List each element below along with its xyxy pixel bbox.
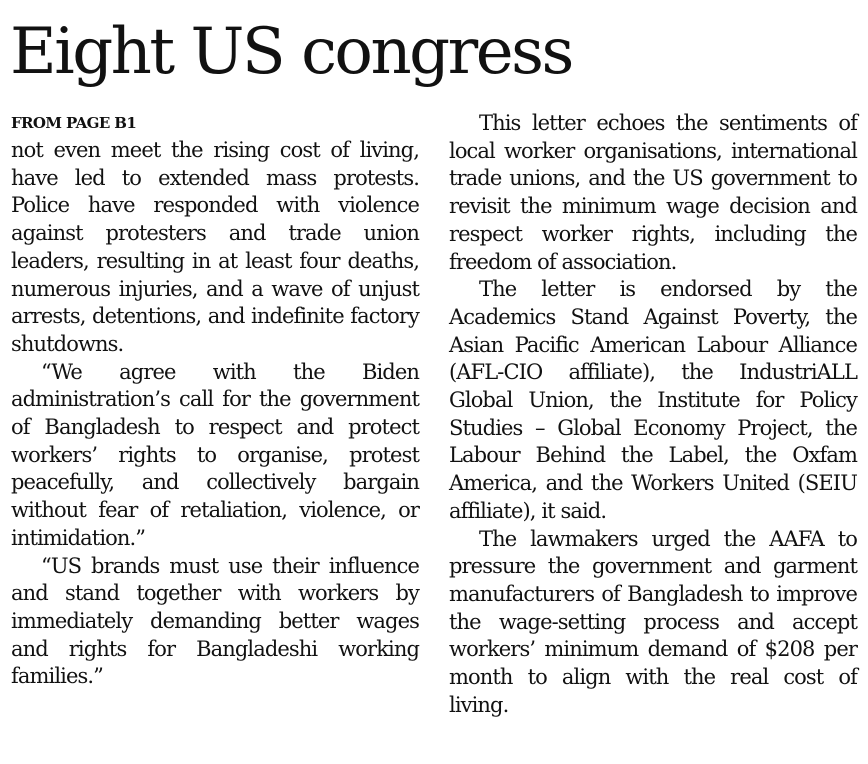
article-paragraph: This letter echoes the sentiments of local worker organisations, international trade unions, and the US government to revisit the minimum wage decision and respect worker rights, including the freedom of association. — [449, 111, 857, 274]
article-paragraph: The lawmakers urged the AAFA to pressure the government and garment manufacturers of Bangladesh to improve the wage-setting process and accept workers’ minimum demand of $208 per month to align with the real cost of living. — [449, 526, 857, 717]
article-paragraph: not even meet the rising cost of living, have led to extended mass protests. Police have responded with violence against protesters and trade union leaders, resulting in at least four deaths, numerous injuries, and a wave of unjust arrests, detentions, and indefinite factory shutdowns. — [11, 138, 419, 356]
article-paragraph: “We agree with the Biden administration’s call for the government of Bangladesh to respect and protect workers’ rights to organise, protest peacefully, and collectively bargain without fear of retaliation, violence, or intimidation.” — [11, 359, 419, 550]
article-paragraph: The letter is endorsed by the Academics Stand Against Poverty, the Asian Pacific American Labour Alliance (AFL-CIO affiliate), the IndustriALL Global Union, the Institute for Policy Studies – Global Economy Project, the Labour Behind the Label, the Oxfam America, and the Workers United (SEIU affiliate), it said. — [449, 277, 857, 523]
continuation-kicker: FROM PAGE B1 — [11, 114, 137, 132]
article-column-right — [449, 110, 857, 719]
article-paragraph: “US brands must use their influence and stand together with workers by immediately demanding better wages and rights for Bangladeshi working families.” — [11, 553, 419, 689]
headline: Eight US congress — [10, 15, 572, 89]
article-column-left — [11, 110, 419, 691]
